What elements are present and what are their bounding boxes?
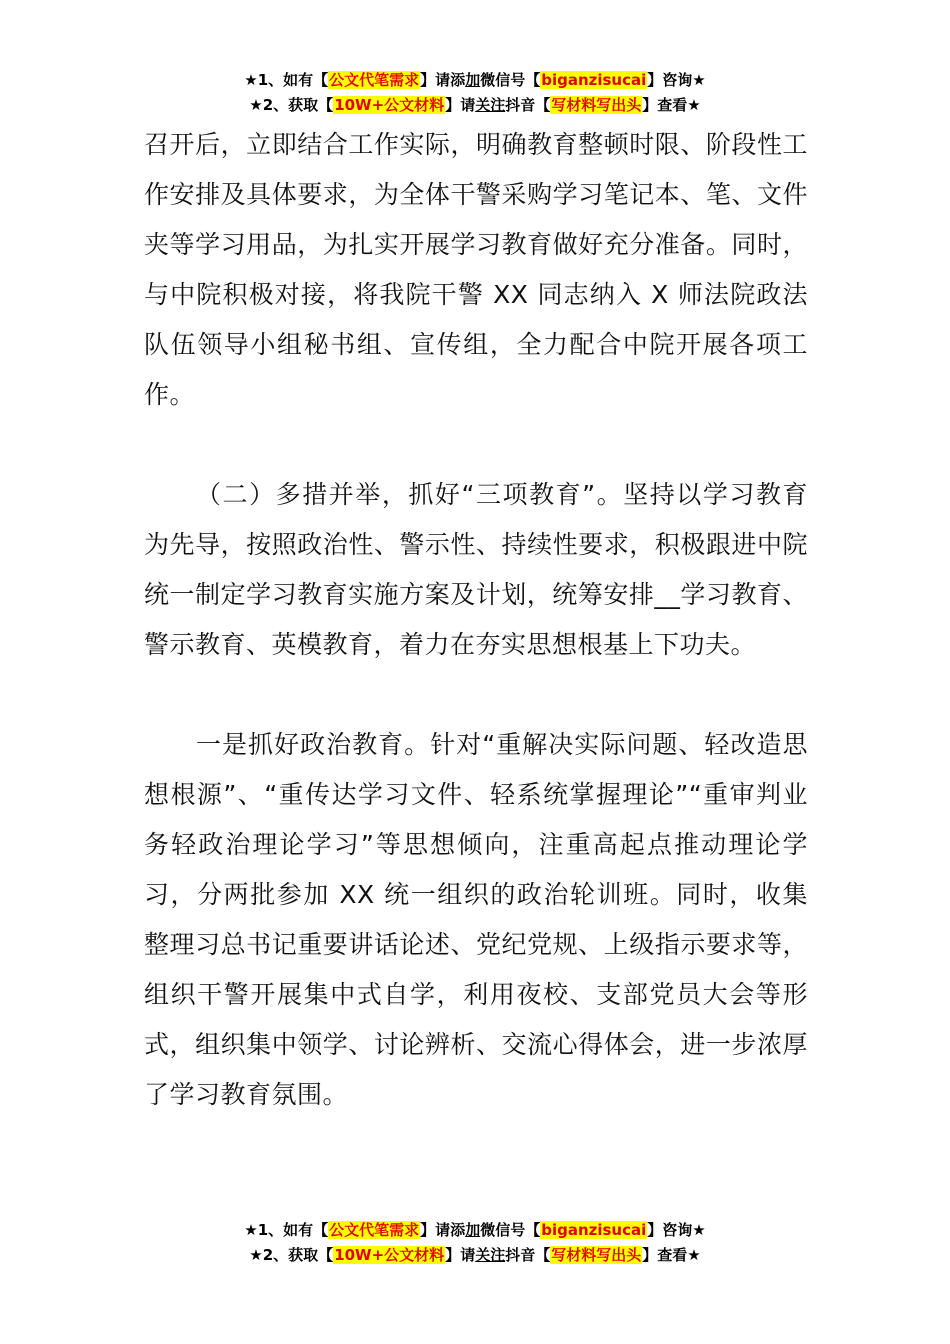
document-body xyxy=(144,120,808,1120)
banner-text: 】查看★ xyxy=(642,1246,701,1264)
banner-highlight: biganzisucai xyxy=(541,71,647,89)
banner-text: 抖音【 xyxy=(505,1246,551,1264)
banner-line-2 xyxy=(0,93,950,118)
banner-text: ★1、如有【 xyxy=(244,71,329,89)
banner-highlight: 10W+公文材料 xyxy=(334,96,445,114)
banner-text: 】请添 xyxy=(420,1221,466,1239)
banner-highlight: biganzisucai xyxy=(541,1221,647,1239)
banner-text: 】请 xyxy=(445,96,476,114)
banner-text: 微信号【 xyxy=(480,71,541,89)
banner-text: ★2、获取【 xyxy=(249,1246,334,1264)
paragraph-1: 召开后，立即结合工作实际，明确教育整顿时限、阶段性工作安排及具体要求，为全体干警采购学习笔记本、笔、文件夹等学习用品，为扎实开展学习教育做好充分准备。同时，与中院积极对接，将我院干警 XX 同志纳入 X 师法院政法队伍领导小组秘书组、宣传组，全力配合中院开展各项工作。 xyxy=(144,130,808,409)
banner-text: 】查看★ xyxy=(642,96,701,114)
banner-highlight: 公文代笔需求 xyxy=(329,71,420,89)
banner-text: ★1、如有【 xyxy=(244,1221,329,1239)
header-banner xyxy=(0,68,950,118)
banner-line-2 xyxy=(0,1243,950,1268)
banner-highlight: 10W+公文材料 xyxy=(334,1246,445,1264)
banner-text: 】咨询★ xyxy=(647,71,706,89)
banner-text: 加 xyxy=(465,1221,481,1239)
banner-highlight: 写材料写出头 xyxy=(551,1246,642,1264)
banner-line-1 xyxy=(0,1218,950,1243)
banner-text: 关注 xyxy=(475,1246,506,1264)
banner-text: 加 xyxy=(465,71,481,89)
paragraph-3: 一是抓好政治教育。针对“重解决实际问题、轻改造思想根源”、“重传达学习文件、轻系统掌握理论”“重审判业务轻政治理论学习”等思想倾向，注重高起点推动理论学习，分两批参加 XX 统一组织的政治轮训班。同时，收集整理习总书记重要讲话论述、党纪党规、上级指示要求等，组织干警开展集中式自学，利用夜校、支部党员大会等形式，组织集中领学、讨论辨析、交流心得体会，进一步浓厚了学习教育氛围。 xyxy=(144,730,808,1109)
footer-banner xyxy=(0,1218,950,1268)
paragraph-2: （二）多措并举，抓好“三项教育”。坚持以学习教育为先导，按照政治性、警示性、持续性要求，积极跟进中院统一制定学习教育实施方案及计划，统筹安排__学习教育、警示教育、英模教育，着力在夯实思想根基上下功夫。 xyxy=(144,480,808,659)
banner-highlight: 写材料写出头 xyxy=(551,96,642,114)
banner-text: 】请 xyxy=(445,1246,476,1264)
banner-text: 抖音【 xyxy=(505,96,551,114)
banner-text: 微信号【 xyxy=(480,1221,541,1239)
banner-highlight: 公文代笔需求 xyxy=(329,1221,420,1239)
banner-text: 】请添 xyxy=(420,71,466,89)
banner-text: 】咨询★ xyxy=(647,1221,706,1239)
banner-text: ★2、获取【 xyxy=(249,96,334,114)
banner-line-1 xyxy=(0,68,950,93)
banner-text: 关注 xyxy=(475,96,506,114)
